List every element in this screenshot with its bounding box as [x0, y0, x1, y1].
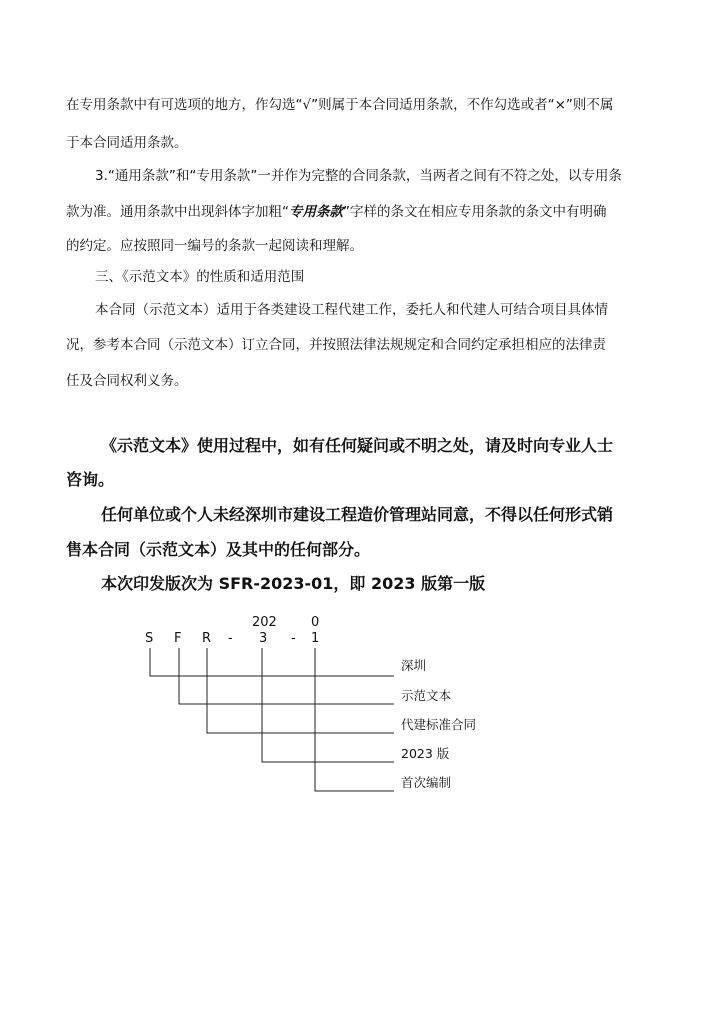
para-line-7: 况，参考本合同（示范文本）订立合同，并按照法律法规规定和合同约定承担相应的法律责 — [66, 337, 606, 353]
code-char-3: 3 — [259, 631, 268, 646]
code-char-dash-2: - — [291, 631, 296, 646]
connector-1 — [315, 648, 394, 791]
connector-r — [207, 648, 394, 733]
connector-s — [150, 648, 394, 676]
label-year-edition: 2023 版 — [401, 746, 450, 761]
label-sample-text: 示范文本 — [401, 688, 452, 703]
code-char-dash-1: - — [228, 631, 233, 646]
notice-line-3: 任何单位或个人未经深圳市建设工程造价管理站同意，不得以任何形式销 — [101, 505, 614, 524]
para-line-6: 本合同（示范文本）适用于各类建设工程代建工作，委托人和代建人可结合项目具体情 — [95, 302, 608, 318]
label-first-edition: 首次编制 — [401, 775, 452, 790]
notice-line-1: 《示范文本》使用过程中，如有任何疑问或不明之处，请及时向专业人士 — [101, 436, 614, 455]
para-line-3: 3.“通用条款”和“专用条款”一并作为完整的合同条款，当两者之间有不符之处，以专用条 — [95, 168, 622, 184]
connector-3 — [262, 648, 394, 762]
label-shenzhen: 深圳 — [401, 658, 427, 673]
notice-line-4: 售本合同（示范文本）及其中的任何部分。 — [66, 540, 371, 559]
label-contract-type: 代建标准合同 — [401, 717, 477, 732]
para-line-8: 任及合同权利义务。 — [66, 373, 188, 389]
edition-line: 本次印发版次为 SFR-2023-01，即 2023 版第一版 — [101, 574, 486, 593]
code-char-f: F — [174, 631, 182, 646]
para-line-4-start: 款为准。通用条款中出现斜体字加粗“ — [66, 204, 289, 220]
para-line-1: 在专用条款中有可选项的地方，作勾选“√”则属于本合同适用条款，不作勾选或者“×”则不属 — [66, 97, 614, 113]
code-char-s: S — [145, 631, 154, 646]
para-line-5: 的约定。应按照同一编号的条款一起阅读和理解。 — [66, 238, 363, 254]
para-line-4-end: ”字样的条文在相应专用条款的条文中有明确 — [343, 204, 607, 220]
code-char-1: 1 — [311, 631, 320, 646]
emphasis-special-terms: 专用条款 — [289, 204, 343, 220]
code-top-2: 0 — [311, 615, 320, 630]
notice-line-2: 咨询。 — [66, 470, 115, 489]
para-line-2: 于本合同适用条款。 — [66, 135, 188, 151]
code-char-r: R — [202, 631, 212, 646]
section-heading-3: 三、《示范文本》的性质和适用范围 — [95, 269, 305, 285]
code-top-1: 202 — [252, 615, 277, 630]
